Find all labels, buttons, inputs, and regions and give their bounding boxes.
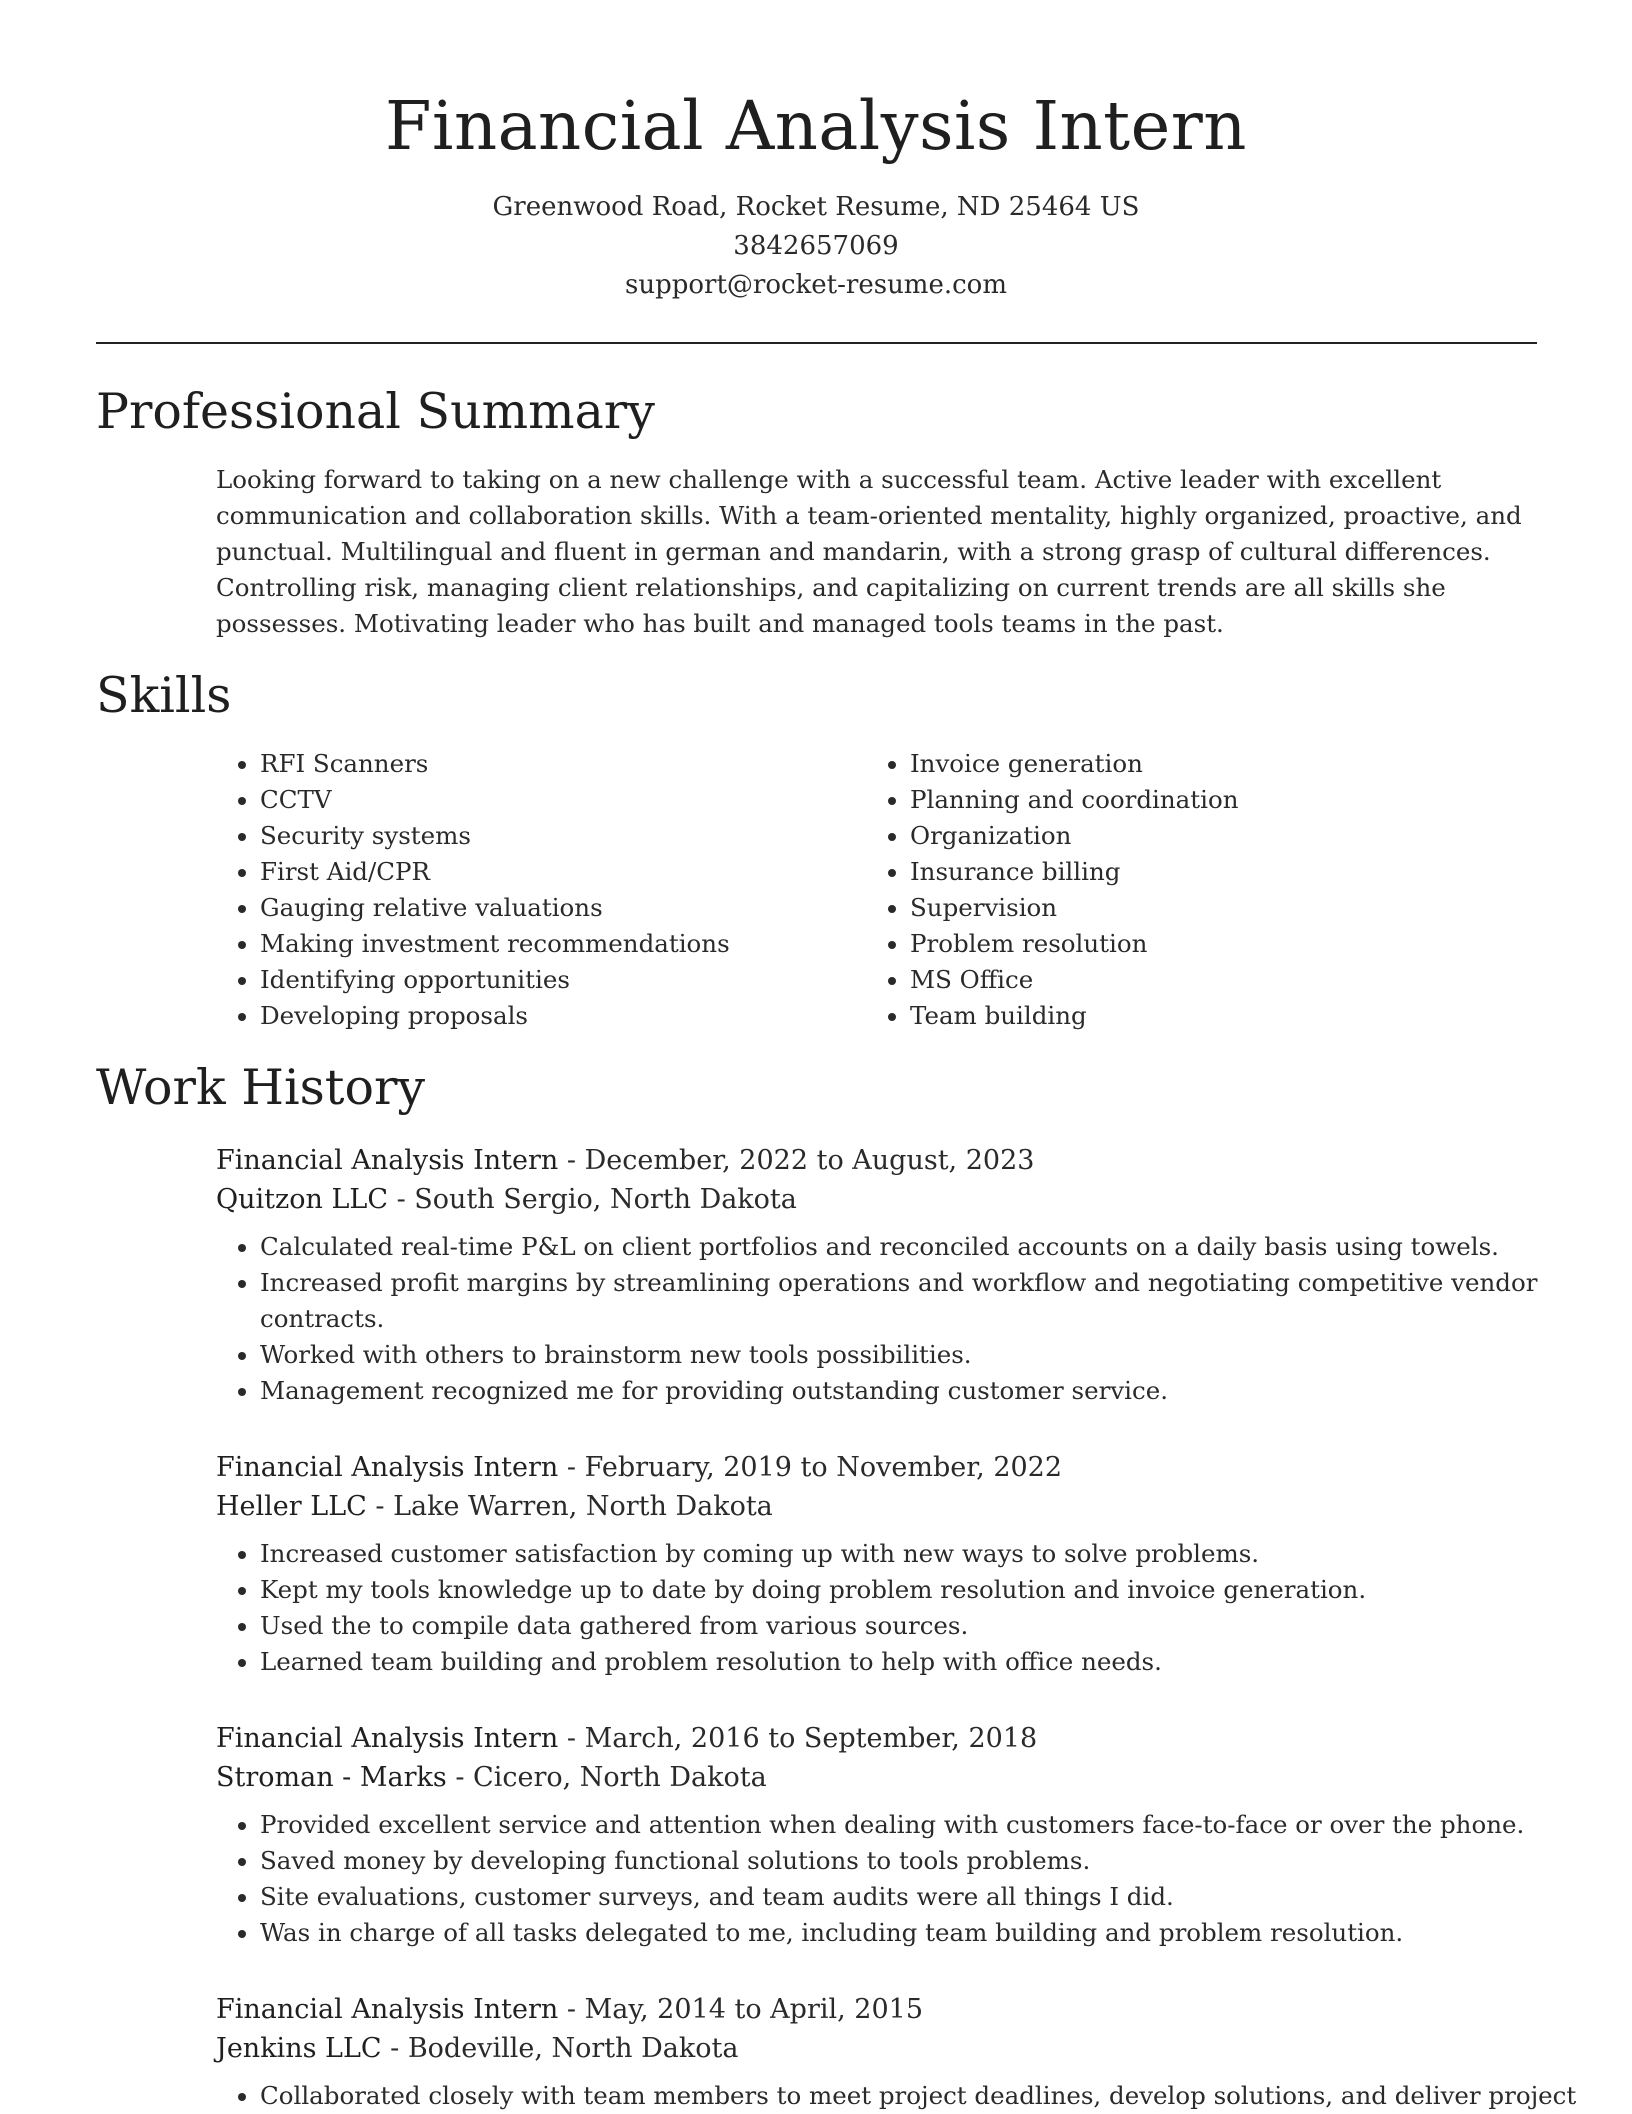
- job-location: - Cicero, North Dakota: [446, 1762, 767, 1793]
- work-history-heading: Work History: [96, 1059, 426, 1116]
- skill-item: • RFI Scanners: [260, 746, 860, 782]
- job-dates: - February, 2019 to November, 2022: [558, 1452, 1063, 1483]
- skill-item: • MS Office: [910, 962, 1550, 998]
- job-role: Financial Analysis Intern: [216, 1145, 559, 1176]
- skills-list-left: [216, 746, 860, 1034]
- job-bullets: [216, 2078, 1577, 2114]
- job-bullets: [216, 1536, 1541, 1680]
- job-company: Stroman - Marks: [216, 1762, 447, 1793]
- skill-item: • First Aid/CPR: [260, 854, 860, 890]
- job-title-line: [216, 1141, 1541, 1180]
- job-company: Jenkins LLC: [216, 2033, 382, 2064]
- job-entry: [216, 1719, 1541, 1951]
- skill-item: • Team building: [910, 998, 1550, 1034]
- job-bullets: [216, 1807, 1541, 1951]
- job-company-line: [216, 2029, 1541, 2068]
- job-company: Heller LLC: [216, 1491, 367, 1522]
- skills-list-right: [866, 746, 1550, 1034]
- job-bullet: • Collaborated closely with team members to meet project deadlines, develop solutions, and deliver project: [260, 2078, 1541, 2114]
- job-role: Financial Analysis Intern: [216, 1723, 559, 1754]
- summary-text: Looking forward to taking on a new challenge with a successful team. Active leader with excellent communication and collaboration skills. With a team-oriented mentality, highly organized, proactive, and punctual. Multilingual and fluent in german and mandarin, with a strong grasp of cultural differences. Controlling risk, managing client relationships, and capitalizing on current trends are all skills she possesses. Motivating leader who has built and managed tools teams in the past.: [216, 465, 1522, 638]
- job-location: - South Sergio, North Dakota: [387, 1184, 797, 1215]
- job-company: Quitzon LLC: [216, 1184, 388, 1215]
- job-bullet: • Provided excellent service and attention when dealing with customers face-to-face or over the phone.: [260, 1807, 1541, 1843]
- job-role: Financial Analysis Intern: [216, 1994, 559, 2025]
- contact-email: support@rocket-resume.com: [624, 270, 1007, 300]
- job-company-line: [216, 1180, 1541, 1219]
- job-bullet: • Was in charge of all tasks delegated to me, including team building and problem resolution.: [260, 1915, 1541, 1951]
- job-title-line: [216, 1719, 1541, 1758]
- job-bullet: • Worked with others to brainstorm new tools possibilities.: [260, 1337, 1541, 1373]
- job-bullet: • Increased customer satisfaction by coming up with new ways to solve problems.: [260, 1536, 1541, 1572]
- skill-item: • Making investment recommendations: [260, 926, 860, 962]
- job-dates: - December, 2022 to August, 2023: [558, 1145, 1035, 1176]
- skill-item: • Identifying opportunities: [260, 962, 860, 998]
- skill-item: • Invoice generation: [910, 746, 1550, 782]
- job-title-line: [216, 1448, 1541, 1487]
- skill-item: • Problem resolution: [910, 926, 1550, 962]
- job-bullet: • Saved money by developing functional solutions to tools problems.: [260, 1843, 1541, 1879]
- skill-item: • Developing proposals: [260, 998, 860, 1034]
- job-title-line: [216, 1990, 1541, 2029]
- job-bullet: • Site evaluations, customer surveys, and team audits were all things I did.: [260, 1879, 1541, 1915]
- candidate-name: Financial Analysis Intern: [385, 87, 1247, 165]
- job-bullet: • Used the to compile data gathered from various sources.: [260, 1608, 1541, 1644]
- contact-phone: 3842657069: [733, 231, 899, 261]
- job-entry: [216, 1141, 1541, 1409]
- skill-item: • Gauging relative valuations: [260, 890, 860, 926]
- job-company-line: [216, 1758, 1541, 1797]
- job-bullet: • Management recognized me for providing outstanding customer service.: [260, 1373, 1541, 1409]
- job-location: - Lake Warren, North Dakota: [366, 1491, 773, 1522]
- job-bullet: • Calculated real-time P&L on client portfolios and reconciled accounts on a daily basis using towels.: [260, 1229, 1541, 1265]
- job-entry: [216, 1990, 1577, 2114]
- skill-item: • Supervision: [910, 890, 1550, 926]
- job-bullets: [216, 1229, 1541, 1409]
- job-dates: - March, 2016 to September, 2018: [558, 1723, 1038, 1754]
- skills-heading: Skills: [96, 667, 232, 724]
- skill-item: • Security systems: [260, 818, 860, 854]
- job-role: Financial Analysis Intern: [216, 1452, 559, 1483]
- job-bullet: • Learned team building and problem resolution to help with office needs.: [260, 1644, 1541, 1680]
- header-divider: [96, 342, 1537, 344]
- summary-heading: Professional Summary: [96, 383, 655, 440]
- skill-item: • Organization: [910, 818, 1550, 854]
- job-entry: [216, 1448, 1541, 1680]
- skill-item: • Insurance billing: [910, 854, 1550, 890]
- skill-item: • CCTV: [260, 782, 860, 818]
- job-location: - Bodeville, North Dakota: [381, 2033, 739, 2064]
- skill-item: • Planning and coordination: [910, 782, 1550, 818]
- contact-address: Greenwood Road, Rocket Resume, ND 25464 US: [492, 192, 1140, 222]
- job-dates: - May, 2014 to April, 2015: [558, 1994, 923, 2025]
- job-bullet: • Increased profit margins by streamlining operations and workflow and negotiating competitive vendor contracts.: [260, 1265, 1541, 1337]
- job-bullet: • Kept my tools knowledge up to date by doing problem resolution and invoice generation.: [260, 1572, 1541, 1608]
- resume-header: [0, 86, 1632, 305]
- job-company-line: [216, 1487, 1541, 1526]
